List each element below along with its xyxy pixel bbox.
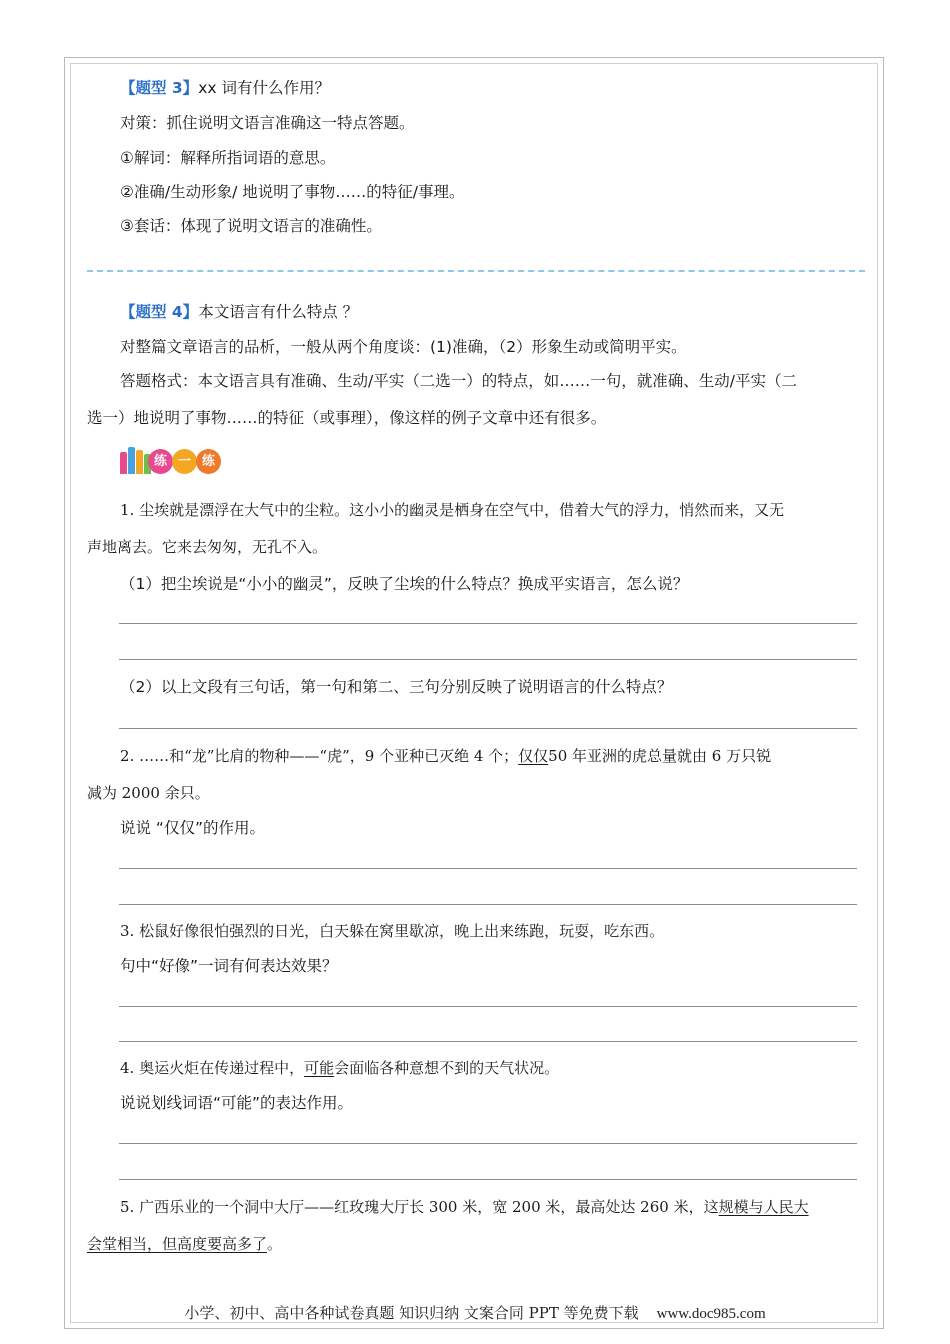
q5-line-2-post: 。 <box>267 1235 283 1253</box>
pencil-icon <box>136 450 143 474</box>
section-divider <box>87 270 865 272</box>
section4-line-1: 对整篇文章语言的品析，一般从两个角度谈：(1)准确，（2）形象生动或简明平实。 <box>120 338 687 356</box>
answer-line <box>119 1179 857 1180</box>
answer-line <box>119 623 857 624</box>
q5-line-2 <box>87 1234 282 1254</box>
pencil-icon <box>128 447 135 474</box>
q3-line-1: 3. 松鼠好像很怕强烈的日光，白天躲在窝里歇凉，晚上出来练跑，玩耍，吃东西。 <box>120 922 665 940</box>
badge-char-2: 一 <box>172 449 197 474</box>
q4-underlined-word: 可能 <box>304 1059 335 1077</box>
q4-line-1 <box>120 1058 559 1078</box>
q2-line-2: 减为 2000 余只。 <box>87 784 210 802</box>
section3-question: xx 词有什么作用？ <box>198 79 330 97</box>
q4-line-1-pre: 4. 奥运火炬在传递过程中， <box>120 1059 305 1077</box>
q2-line-1 <box>120 746 771 766</box>
q5-underlined-phrase-b: 会堂相当，但高度要高多了 <box>87 1235 268 1253</box>
section3-line-1: 对策：抓住说明文语言准确这一特点答题。 <box>120 114 415 132</box>
section4-line-2a: 答题格式：本文语言具有准确、生动/平实（二选一）的特点，如……一句，就准确、生动/平实（二 <box>120 372 797 390</box>
answer-line <box>119 728 857 729</box>
section4-heading <box>120 302 358 322</box>
answer-line <box>119 659 857 660</box>
answer-line <box>119 1006 857 1007</box>
q5-underlined-phrase-a: 规模与人民大 <box>718 1198 809 1216</box>
section3-heading <box>120 78 330 98</box>
answer-line <box>119 904 857 905</box>
answer-line <box>119 1041 857 1042</box>
q4-prompt: 说说划线词语“可能”的表达作用。 <box>120 1094 354 1112</box>
pencil-icon <box>120 452 127 474</box>
footer-text: 小学、初中、高中各种试卷真题 知识归纳 文案合同 PPT 等免费下载 <box>184 1304 639 1322</box>
answer-line <box>119 868 857 869</box>
q2-line-1-pre: 2. ……和“龙”比肩的物种——“虎”，9 个亚种已灭绝 4 个； <box>120 747 519 765</box>
q1-line-1: 1. 尘埃就是漂浮在大气中的尘粒。这小小的幽灵是栖身在空气中，借着大气的浮力，悄然而来，又无 <box>120 501 785 519</box>
badge-char-1: 练 <box>148 449 173 474</box>
section3-line-3: ②准确/生动形象/ 地说明了事物……的特征/事理。 <box>120 183 465 201</box>
section3-line-4: ③套话：体现了说明文语言的准确性。 <box>120 217 382 235</box>
badge-char-3: 练 <box>196 449 221 474</box>
practice-badge <box>118 446 228 476</box>
q4-line-1-post: 会面临各种意想不到的天气状况。 <box>334 1059 560 1077</box>
q2-prompt: 说说 “仅仅”的作用。 <box>120 819 265 837</box>
section4-tag: 【题型 4】 <box>120 303 199 321</box>
q1-sub-2: （2）以上文段有三句话，第一句和第二、三句分别反映了说明语言的什么特点？ <box>120 678 673 696</box>
footer-url: www.doc985.com <box>656 1306 766 1322</box>
q1-line-2: 声地离去。它来去匆匆，无孔不入。 <box>87 538 328 556</box>
section4-question: 本文语言有什么特点 ？ <box>198 303 359 321</box>
q5-line-1-pre: 5. 广西乐业的一个洞中大厅——红玫瑰大厅长 300 米，宽 200 米，最高处达 260 米，这 <box>120 1198 719 1216</box>
q2-underlined-word: 仅仅 <box>518 747 549 765</box>
section4-line-2b: 选一）地说明了事物……的特征（或事理），像这样的例子文章中还有很多。 <box>87 409 607 427</box>
q5-line-1 <box>120 1197 809 1217</box>
q2-line-1-post: 50 年亚洲的虎总量就由 6 万只锐 <box>548 747 772 765</box>
q1-sub-1: （1）把尘埃说是“小小的幽灵”，反映了尘埃的什么特点？换成平实语言，怎么说？ <box>120 575 689 593</box>
answer-line <box>119 1143 857 1144</box>
q3-prompt: 句中“好像”一词有何表达效果？ <box>120 957 338 975</box>
section3-tag: 【题型 3】 <box>120 79 199 97</box>
page-footer <box>0 1302 950 1323</box>
section3-line-2: ①解词：解释所指词语的意思。 <box>120 149 336 167</box>
